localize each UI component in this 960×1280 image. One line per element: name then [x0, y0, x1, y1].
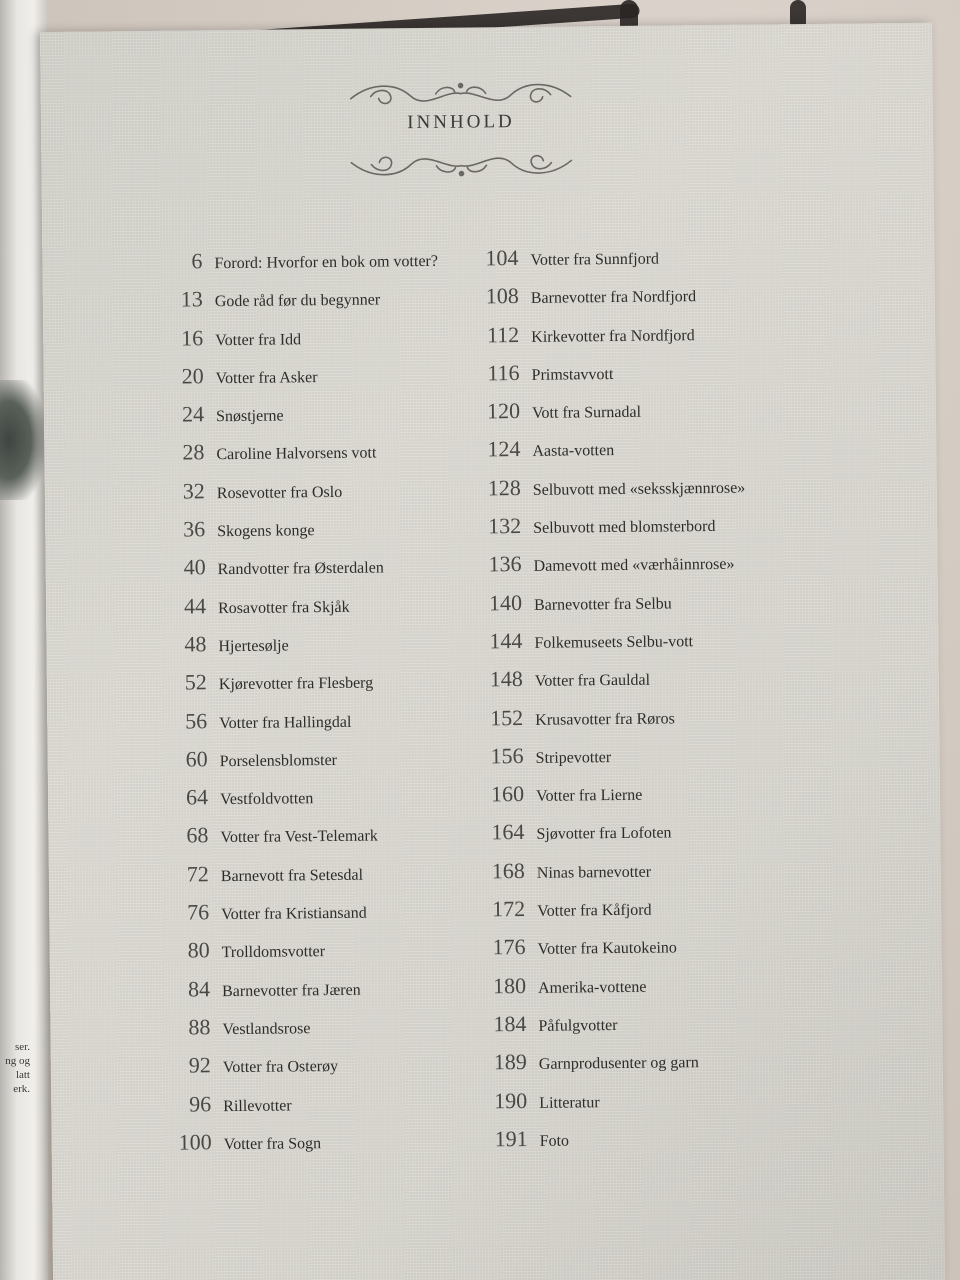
toc-page-number: 6	[191, 248, 203, 274]
toc-page-number: 128	[487, 474, 521, 501]
toc-entry	[490, 778, 870, 820]
toc-entry	[163, 360, 493, 402]
toc-page-number: 136	[488, 551, 522, 577]
toc-entry	[489, 739, 869, 781]
toc-entry	[488, 624, 868, 666]
toc-page-number: 56	[185, 707, 208, 734]
toc-page-number: 100	[178, 1129, 212, 1155]
toc-entry	[163, 322, 493, 364]
toc-page-number: 36	[183, 516, 206, 542]
toc-entry	[164, 437, 494, 479]
toc-entry-title: Votter fra Sogn	[223, 1134, 322, 1153]
toc-entry-title: Foto	[539, 1132, 570, 1150]
toc-entry-title: Rillevotter	[223, 1096, 292, 1115]
toc-entry	[162, 245, 492, 287]
toc-entry-title: Kjørevotter fra Flesberg	[218, 674, 374, 694]
toc-entry	[165, 552, 495, 594]
toc-page-number: 76	[187, 899, 210, 925]
toc-entry	[489, 701, 869, 743]
adjacent-page-image	[0, 380, 44, 500]
toc-entry-title: Votter fra Kåfjord	[537, 901, 652, 920]
toc-entry	[490, 816, 870, 858]
toc-entry-title: Primstavvott	[531, 365, 614, 384]
toc-column-right	[484, 241, 874, 1164]
toc-page-number: 40	[183, 554, 206, 580]
table-of-contents	[162, 241, 882, 1155]
toc-page-number: 172	[492, 896, 526, 922]
toc-entry-title: Skogens konge	[217, 522, 315, 541]
toc-entry	[169, 896, 499, 938]
toc-entry	[493, 1084, 873, 1126]
toc-entry	[165, 475, 495, 517]
toc-page-number: 24	[181, 401, 205, 427]
toc-page-number: 92	[188, 1052, 211, 1078]
toc-entry-title: Votter fra Hallingdal	[219, 713, 352, 732]
toc-page-number: 132	[488, 513, 522, 539]
toc-entry	[492, 1007, 872, 1049]
toc-entry-title: Forord: Hvorfor en bok om votter?	[214, 252, 439, 273]
toc-page-number: 13	[180, 286, 203, 312]
toc-entry	[491, 854, 871, 896]
toc-page-number: 72	[186, 861, 209, 887]
toc-entry-title: Porselensblomster	[219, 751, 338, 771]
toc-entry	[171, 1088, 501, 1130]
toc-entry-title: Trolldomsvotter	[221, 943, 326, 962]
toc-entry-title: Gode råd før du begynner	[214, 291, 381, 311]
toc-entry-title: Litteratur	[539, 1093, 600, 1112]
toc-entry	[485, 280, 865, 322]
adjacent-page-text: ser. ng og latt erk.	[5, 1041, 30, 1095]
toc-entry	[487, 548, 867, 590]
toc-entry	[487, 471, 867, 513]
toc-entry	[169, 935, 499, 977]
toc-entry-title: Selbuvott med «seksskjænnrose»	[532, 479, 746, 499]
toc-page-number: 120	[486, 398, 521, 424]
toc-page-number: 184	[493, 1010, 527, 1037]
toc-entry-title: Votter fra Lierne	[535, 786, 643, 806]
toc-page-number: 84	[187, 975, 211, 1002]
toc-entry	[166, 590, 496, 632]
toc-page-number: 168	[491, 857, 525, 884]
toc-column-left	[162, 245, 502, 1168]
toc-page-number: 148	[489, 666, 523, 692]
toc-entry	[491, 931, 871, 973]
toc-page-number: 152	[490, 704, 524, 730]
toc-entry	[172, 1126, 502, 1168]
toc-page-number: 191	[494, 1125, 528, 1152]
toc-entry	[168, 781, 498, 823]
toc-page-number: 190	[494, 1087, 528, 1113]
toc-entry-title: Votter fra Kristiansand	[221, 904, 367, 924]
toc-entry	[484, 241, 864, 283]
toc-entry-title: Garnprodusenter og garn	[538, 1054, 699, 1074]
toc-entry-title: Rosevotter fra Oslo	[216, 483, 343, 502]
toc-entry	[489, 663, 869, 705]
toc-page-number: 160	[490, 781, 525, 807]
toc-entry	[167, 705, 497, 747]
toc-entry-title: Selbuvott med blomsterbord	[533, 518, 716, 537]
toc-entry-title: Ninas barnevotter	[536, 863, 652, 882]
toc-entry	[492, 969, 872, 1011]
toc-page-number: 108	[485, 283, 519, 309]
toc-page-number: 88	[188, 1014, 211, 1040]
toc-entry-title: Rosavotter fra Skjåk	[217, 598, 350, 617]
toc-entry-title: Barnevott fra Setesdal	[220, 866, 364, 885]
toc-page-number: 28	[182, 439, 205, 466]
toc-page-number: 140	[488, 589, 523, 616]
toc-entry-title: Vestlandsrose	[222, 1020, 311, 1039]
toc-entry	[165, 513, 495, 555]
toc-entry-title: Påfulgvotter	[538, 1016, 618, 1035]
toc-page-number: 20	[181, 363, 204, 389]
toc-page-number: 180	[492, 972, 527, 998]
toc-entry	[166, 628, 496, 670]
toc-page-number: 96	[189, 1090, 212, 1117]
toc-entry-title: Barnevotter fra Selbu	[533, 595, 672, 614]
toc-entry	[168, 820, 498, 862]
toc-entry	[486, 433, 866, 475]
toc-entry-title: Folkemuseets Selbu-vott	[534, 633, 694, 652]
toc-page-number: 16	[181, 324, 204, 351]
toc-entry-title: Votter fra Kautokeino	[537, 939, 677, 959]
toc-entry-title: Vott fra Surnadal	[531, 403, 642, 423]
toc-entry-title: Snøstjerne	[215, 407, 284, 426]
toc-page-number: 164	[491, 819, 525, 845]
toc-page-number: 124	[487, 436, 521, 462]
toc-page-number: 48	[184, 631, 207, 657]
toc-page-number: 112	[486, 321, 520, 347]
toc-entry	[170, 973, 500, 1015]
toc-entry	[491, 892, 871, 934]
toc-entry	[170, 1011, 500, 1053]
toc-entry-title: Hjertesølje	[218, 637, 289, 656]
contents-page	[40, 23, 945, 1280]
page-title: INNHOLD	[407, 111, 515, 134]
toc-page-number: 156	[490, 742, 524, 769]
toc-entry-title: Barnevotter fra Nordfjord	[530, 288, 697, 308]
toc-entry-title: Votter fra Idd	[215, 330, 302, 349]
toc-entry-title: Caroline Halvorsens vott	[216, 444, 377, 464]
toc-entry	[164, 398, 494, 440]
toc-entry	[486, 395, 866, 437]
toc-entry	[169, 858, 499, 900]
toc-entry	[163, 284, 493, 326]
toc-entry-title: Votter fra Gauldal	[534, 671, 651, 691]
toc-entry	[487, 509, 867, 551]
toc-page-number: 104	[485, 245, 519, 271]
toc-entry	[493, 1122, 873, 1164]
toc-page-number: 64	[185, 784, 209, 810]
toc-page-number: 144	[489, 627, 523, 654]
toc-entry-title: Randvotter fra Østerdalen	[217, 559, 384, 579]
toc-entry-title: Barnevotter fra Jæren	[221, 981, 361, 1000]
toc-page-number: 189	[493, 1049, 527, 1075]
toc-entry	[493, 1046, 873, 1088]
toc-entry-title: Aasta-votten	[532, 442, 615, 461]
toc-entry-title: Kirkevotter fra Nordfjord	[531, 326, 695, 346]
toc-entry-title: Votter fra Asker	[215, 369, 318, 388]
toc-entry	[485, 356, 865, 398]
toc-entry-title: Stripevotter	[535, 748, 612, 767]
toc-entry	[485, 318, 865, 360]
toc-entry-title: Sjøvotter fra Lofoten	[536, 824, 672, 844]
toc-entry	[167, 667, 497, 709]
toc-page-number: 52	[184, 669, 207, 695]
toc-entry-title: Krusavotter fra Røros	[535, 709, 675, 729]
toc-entry	[488, 586, 868, 628]
toc-entry-title: Vestfoldvotten	[219, 790, 314, 809]
toc-page-number: 68	[186, 822, 209, 848]
toc-page-number: 44	[183, 592, 207, 619]
toc-entry-title: Amerika-vottene	[537, 978, 647, 997]
toc-page-number: 116	[487, 359, 520, 386]
toc-entry	[167, 743, 497, 785]
toc-entry-title: Votter fra Osterøy	[222, 1058, 339, 1077]
toc-entry	[171, 1049, 501, 1091]
toc-page-number: 60	[185, 746, 208, 772]
toc-entry-title: Votter fra Vest-Telemark	[220, 827, 378, 847]
toc-entry-title: Votter fra Sunnfjord	[530, 250, 660, 269]
toc-page-number: 176	[492, 934, 526, 960]
toc-page-number: 80	[187, 937, 210, 963]
toc-entry-title: Damevott med «værhåinnrose»	[533, 556, 735, 576]
toc-page-number: 32	[182, 478, 205, 504]
